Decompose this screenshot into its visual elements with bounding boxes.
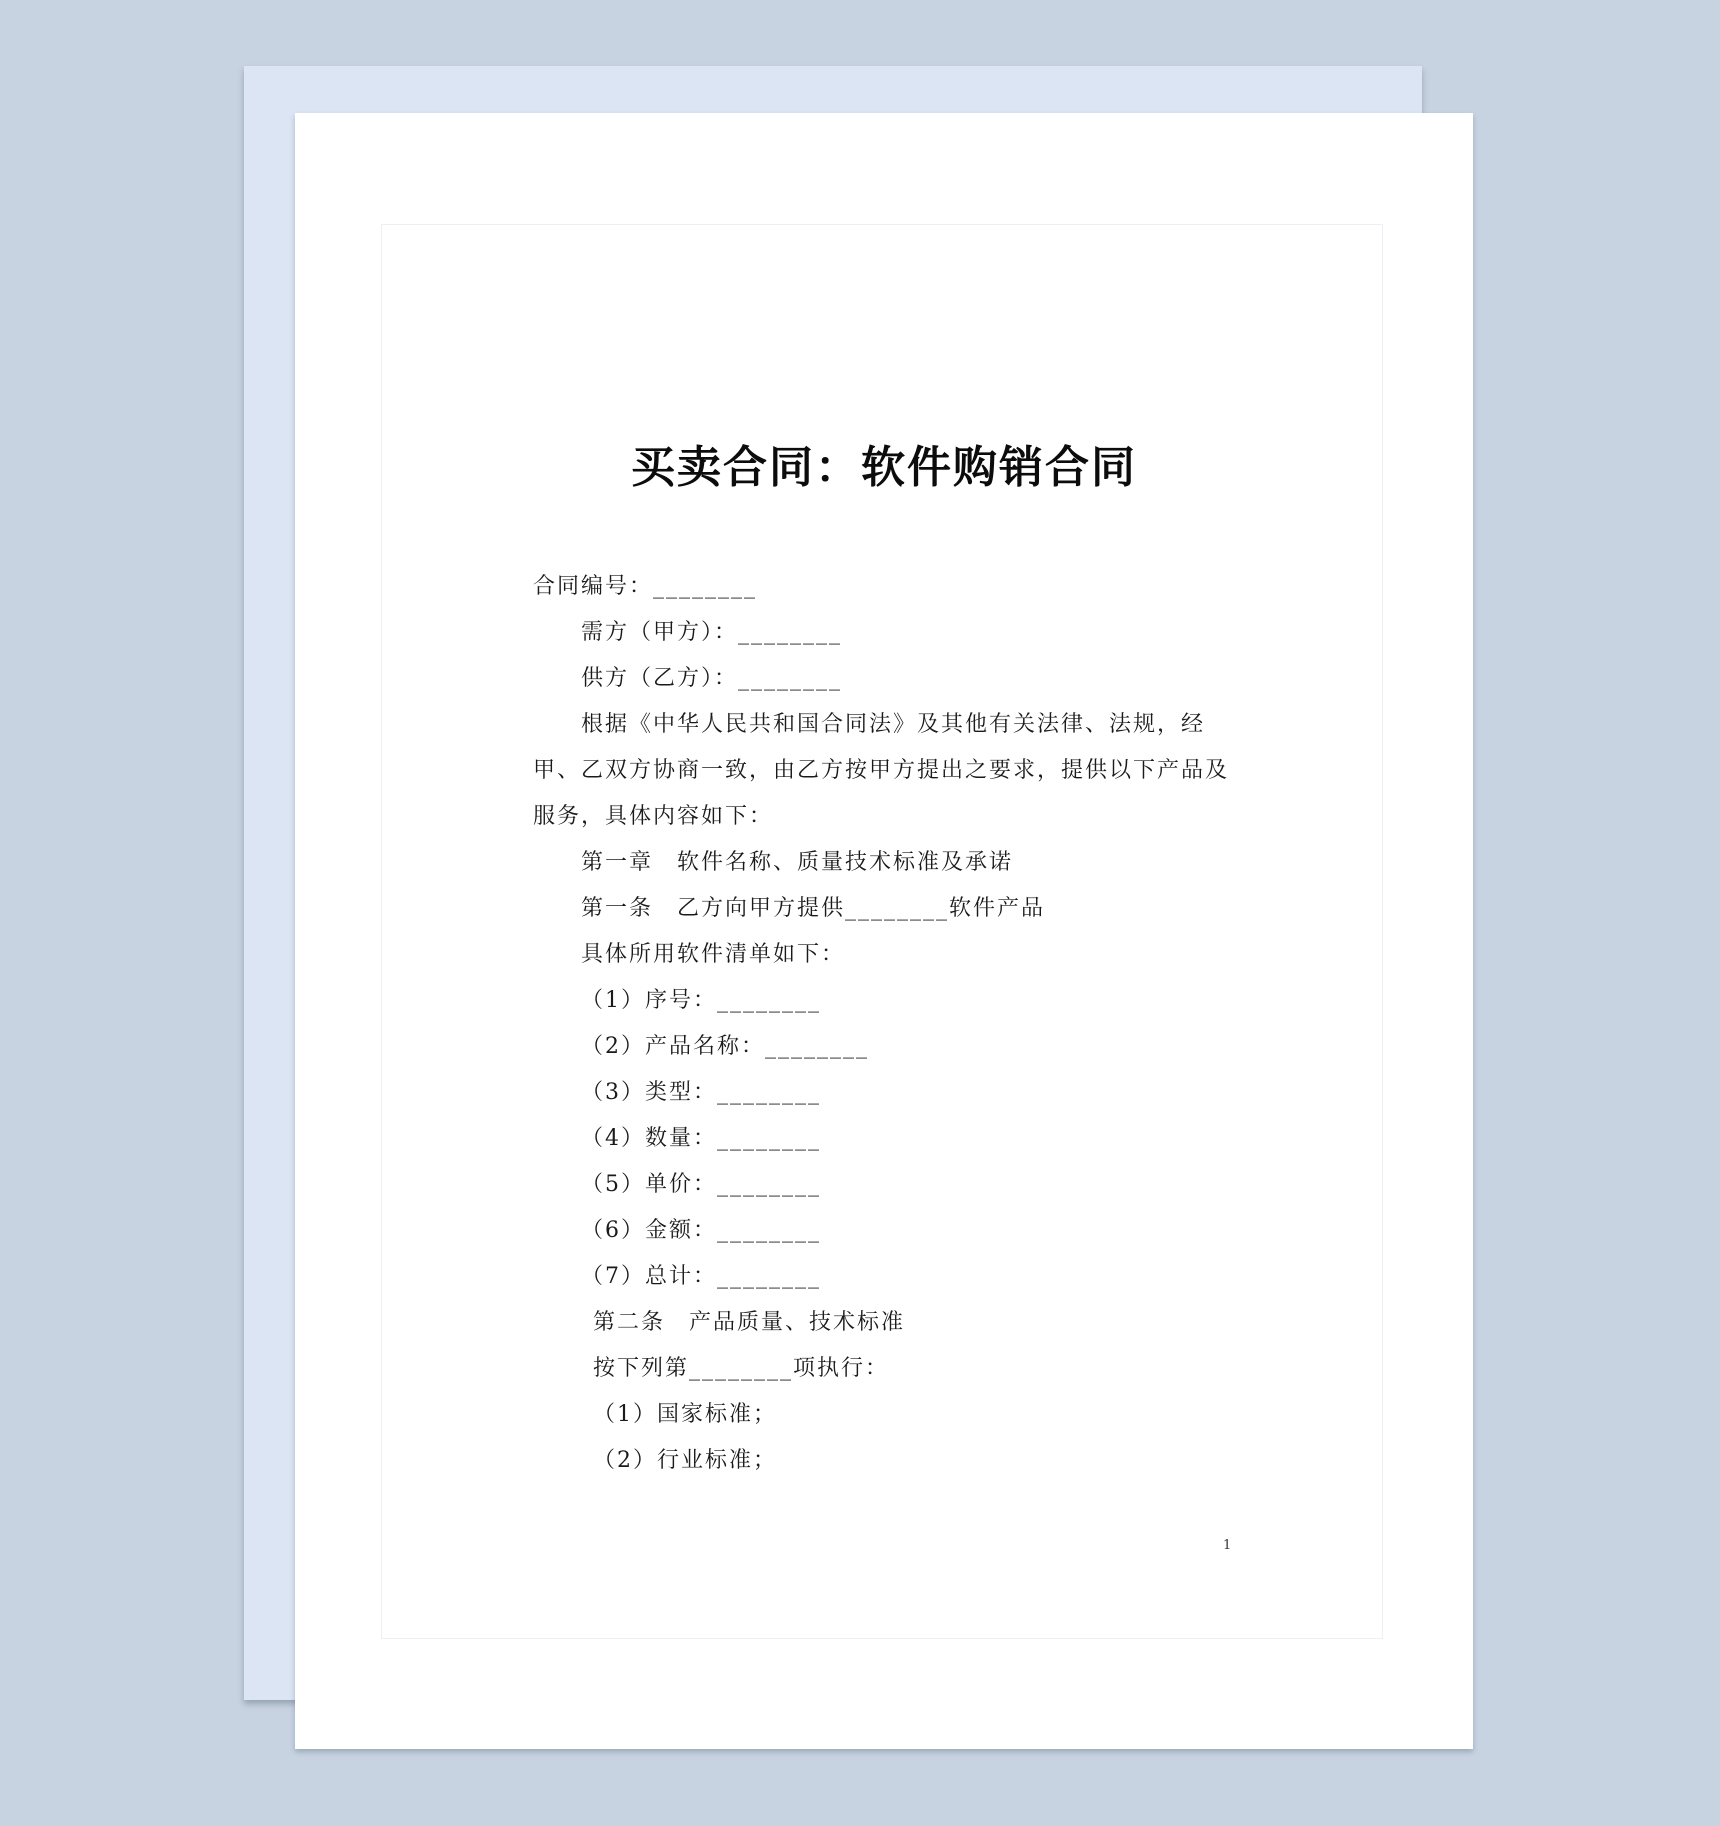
party-a-line: 需方（甲方）：________ [581, 620, 843, 645]
list-item-unit-price: （5）单价：________ [581, 1172, 821, 1197]
standard-option-industry: （2）行业标准； [593, 1448, 777, 1473]
preamble-line-2: 甲、乙双方协商一致，由乙方按甲方提出之要求，提供以下产品及 [533, 758, 1230, 783]
preamble-line-1: 根据《中华人民共和国合同法》及其他有关法律、法规，经 [581, 712, 1206, 737]
article-2-heading: 第二条 产品质量、技术标准 [593, 1310, 906, 1335]
party-b-line: 供方（乙方）：________ [581, 666, 843, 691]
document-title: 买卖合同：软件购销合同 [631, 442, 1137, 493]
software-list-intro: 具体所用软件清单如下： [581, 942, 846, 967]
article-1-line: 第一条 乙方向甲方提供________软件产品 [581, 896, 1046, 921]
article-2-instruction: 按下列第________项执行： [593, 1356, 890, 1381]
list-item-amount: （6）金额：________ [581, 1218, 821, 1243]
list-item-total: （7）总计：________ [581, 1264, 821, 1289]
document-body [295, 113, 1473, 1749]
document-page [295, 113, 1473, 1749]
list-item-quantity: （4）数量：________ [581, 1126, 821, 1151]
chapter-1-heading: 第一章 软件名称、质量技术标准及承诺 [581, 850, 1014, 875]
preamble-line-3: 服务，具体内容如下： [533, 804, 774, 829]
list-item-type: （3）类型：________ [581, 1080, 821, 1105]
list-item-product-name: （2）产品名称：________ [581, 1034, 869, 1059]
standard-option-national: （1）国家标准； [593, 1402, 777, 1427]
list-item-serial: （1）序号：________ [581, 988, 821, 1013]
page-number: 1 [1223, 1538, 1232, 1553]
contract-number-line: 合同编号：________ [533, 574, 758, 599]
